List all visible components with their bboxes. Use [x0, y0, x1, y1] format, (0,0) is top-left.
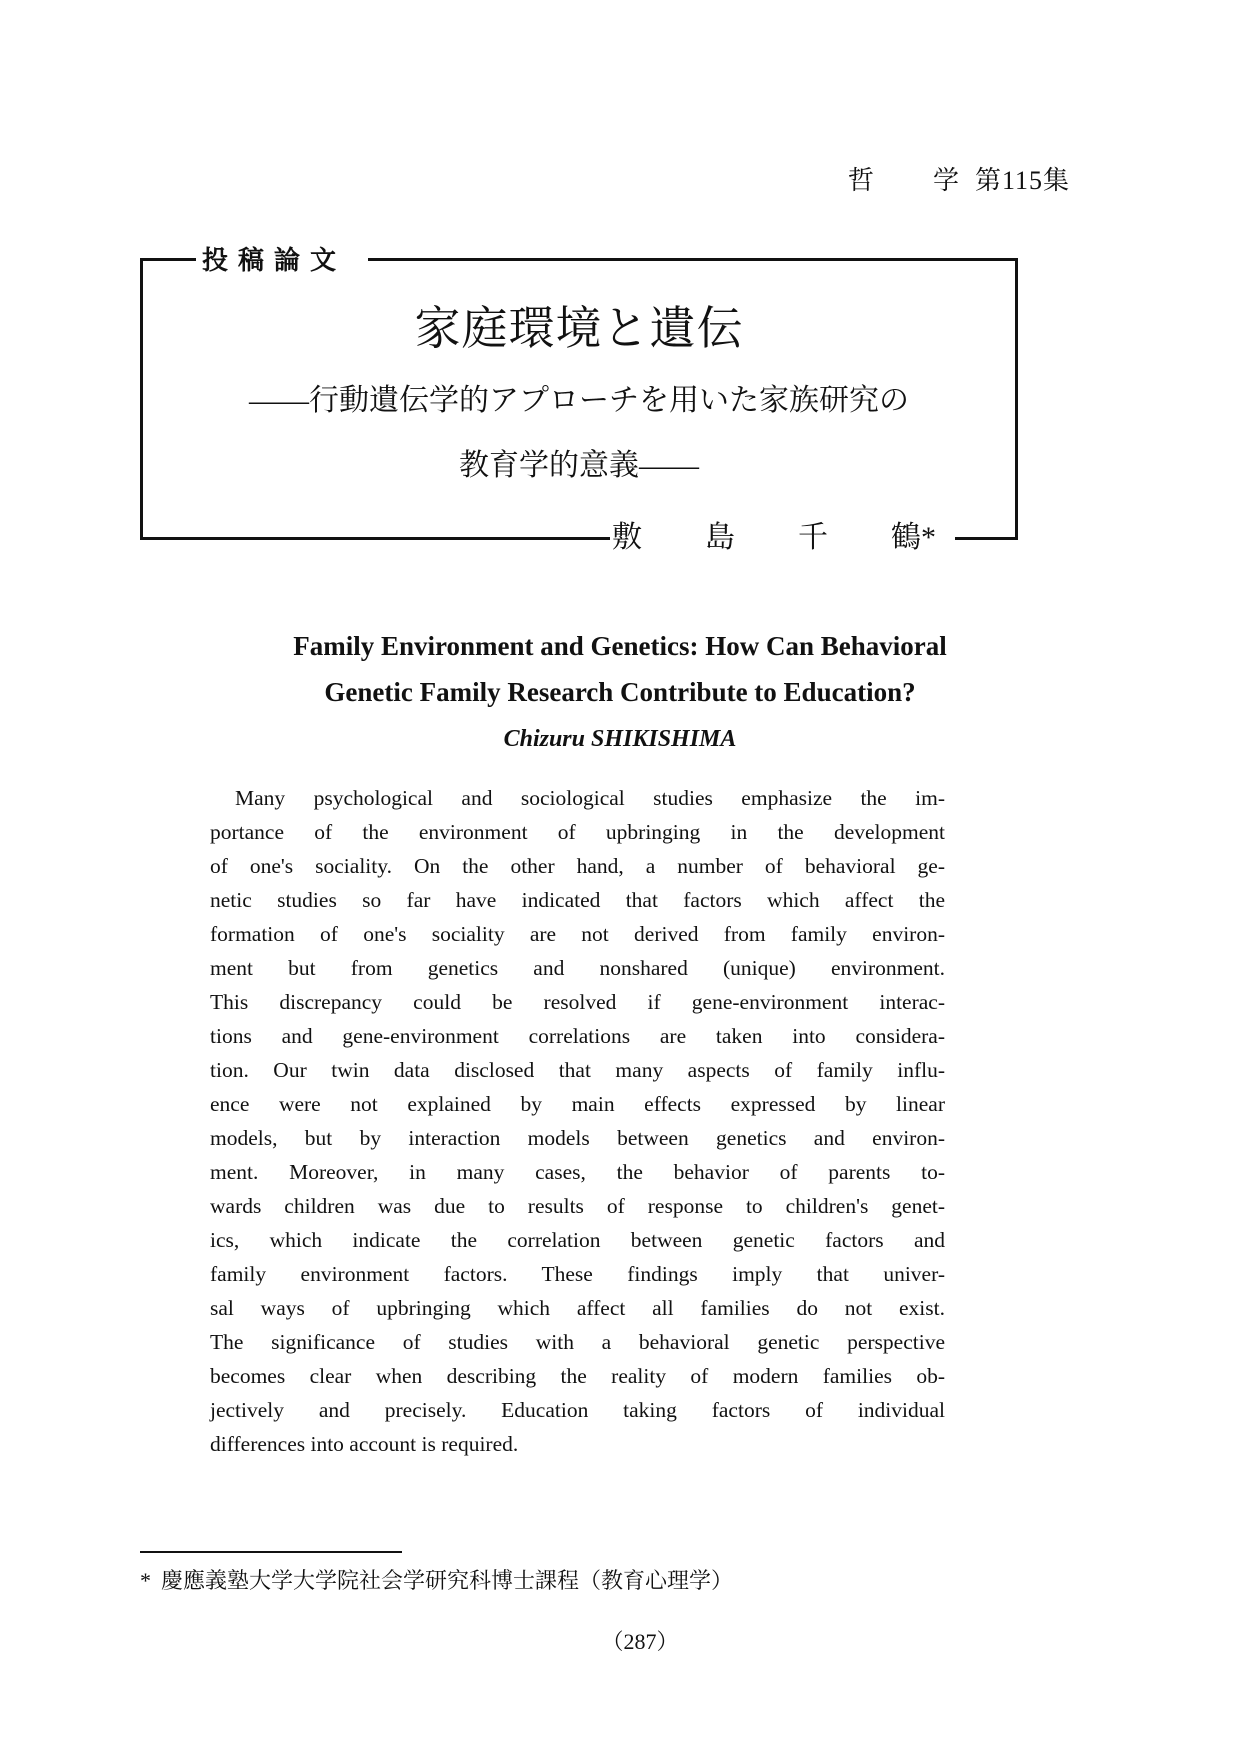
abstract-line: The significance of studies with a behavioral genetic perspective: [210, 1330, 945, 1354]
journal-name-char-1: 哲: [847, 166, 875, 195]
author-char: 鶴*: [891, 521, 936, 554]
abstract-line: sal ways of upbringing which affect all families do not exist.: [210, 1296, 945, 1320]
japanese-author: [612, 512, 936, 556]
frame-border-bottom-left: [140, 537, 610, 540]
journal-volume: 第115集: [974, 166, 1070, 195]
author-char: 千: [798, 521, 828, 554]
abstract-line: models, but by interaction models between genetics and environ-: [210, 1126, 945, 1150]
frame-border-top-left: [140, 258, 196, 261]
footnote-rule: [140, 1551, 402, 1553]
author-char: 敷: [612, 521, 642, 554]
abstract-line: family environment factors. These findings imply that univer-: [210, 1262, 945, 1286]
footnote-marker: *: [140, 1568, 151, 1593]
abstract-line: This discrepancy could be resolved if gene-environment interac-: [210, 990, 945, 1014]
english-title-line-2: Genetic Family Research Contribute to Education?: [324, 677, 916, 707]
frame-border-bottom-right: [955, 537, 1018, 540]
english-title-line-1: Family Environment and Genetics: How Can Behavioral: [293, 631, 947, 661]
abstract-line: becomes clear when describing the reality of modern families ob-: [210, 1364, 945, 1388]
frame-border-top-right: [368, 258, 1018, 261]
abstract-line: netic studies so far have indicated that factors which affect the: [210, 888, 945, 912]
footnote: [140, 1564, 733, 1595]
abstract-line: Many psychological and sociological studies emphasize the im-: [235, 786, 945, 810]
abstract-line: portance of the environment of upbringing in the development: [210, 820, 945, 844]
article-category-label: 投稿論文: [200, 240, 348, 277]
abstract-line: differences into account is required.: [210, 1432, 519, 1456]
abstract-line: ence were not explained by main effects expressed by linear: [210, 1092, 945, 1116]
abstract-line: of one's sociality. On the other hand, a number of behavioral ge-: [210, 854, 945, 878]
abstract: [210, 781, 945, 1461]
abstract-line: ment but from genetics and nonshared (unique) environment.: [210, 956, 945, 980]
japanese-title: 家庭環境と遺伝: [414, 303, 744, 354]
abstract-line: tion. Our twin data disclosed that many aspects of family influ-: [210, 1058, 945, 1082]
abstract-line: jectively and precisely. Education taking factors of individual: [210, 1398, 945, 1422]
abstract-line: tions and gene-environment correlations are taken into considera-: [210, 1024, 945, 1048]
journal-name-char-2: 学: [932, 166, 960, 195]
footnote-text: 慶應義塾大学大学院社会学研究科博士課程（教育心理学）: [161, 1568, 734, 1593]
journal-header: [0, 160, 1070, 197]
page-number: （287）: [601, 1629, 679, 1654]
abstract-line: formation of one's sociality are not derived from family environ-: [210, 922, 945, 946]
english-author: Chizuru SHIKISHIMA: [503, 726, 737, 752]
abstract-line: ment. Moreover, in many cases, the behavior of parents to-: [210, 1160, 945, 1184]
japanese-subtitle-line-2: 教育学的意義――: [459, 449, 699, 482]
abstract-line: wards children was due to results of response to children's genet-: [210, 1194, 945, 1218]
japanese-subtitle-line-1: ――行動遺伝学的アプローチを用いた家族研究の: [249, 384, 909, 417]
author-char: 島: [705, 521, 735, 554]
abstract-line: ics, which indicate the correlation between genetic factors and: [210, 1228, 945, 1252]
english-title: [130, 623, 1110, 715]
